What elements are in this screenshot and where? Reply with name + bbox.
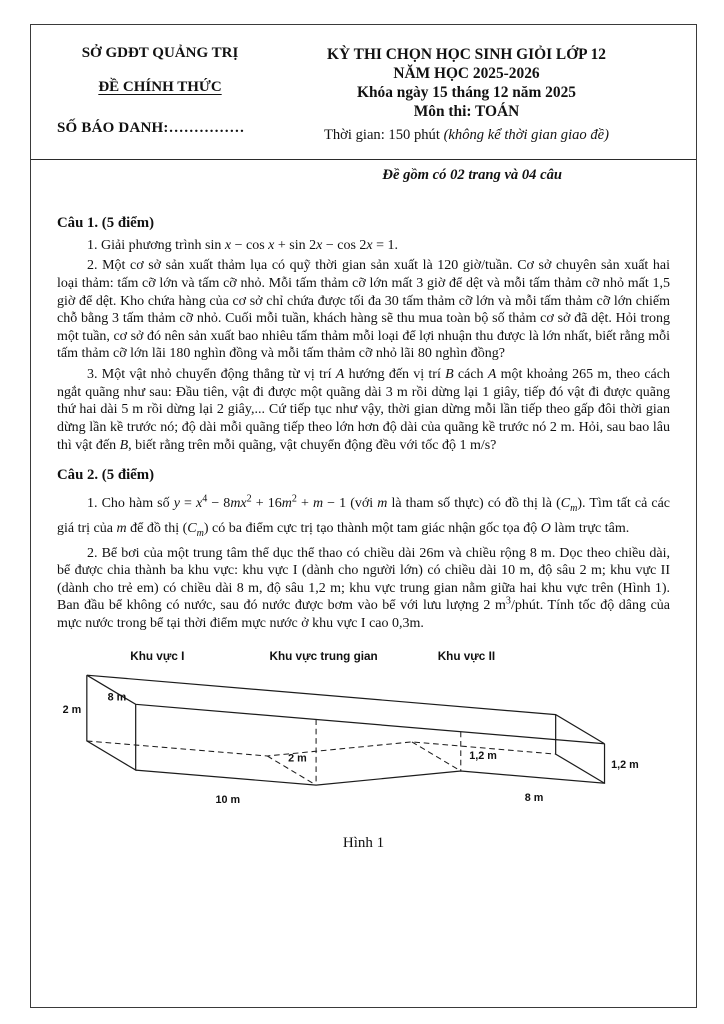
department-name: SỞ GDĐT QUẢNG TRỊ — [81, 45, 239, 61]
dim-depth-middle: 2 m — [287, 752, 307, 765]
header-rule — [31, 159, 696, 160]
pages-note: Đề gồm có 02 trang và 04 câu — [382, 167, 562, 183]
dim-depth-zone2-outer: 1,2 m — [610, 758, 639, 771]
problem-paragraph: 2. Bể bơi của một trung tâm thể dục thể thao có chiều dài 26m và chiều rộng 8 m. Dọc theo chiều dài, bể được chia thành ba khu vực: khu vực I (dành cho người lớn) có chiều dài 10 m, độ sâu 2 m; khu vực II (dành cho trẻ em) có chiều dài 8 m, độ sâu 1,2 m; khu vực trung gian nằm giữa hai khu vực trên (Hình 1). Ban đầu bể không có nước, sau đó nước được bơm vào bể với lưu lượng 2 $m^3$/phút. Tính tốc độ dâng của mực nước trong bể tại thời điểm mực nước ở khu vực I cao 0,3m. — [57, 545, 671, 632]
dim-length-zone2: 8 m — [524, 791, 543, 804]
pool-front-bottom-profile — [135, 743, 604, 784]
duration-text: Thời gian: 150 phút — [323, 127, 444, 143]
exam-duration — [263, 126, 670, 145]
page-border-frame — [30, 24, 697, 1008]
exam-subject: Môn thi: TOÁN — [413, 103, 520, 120]
pool-right-face — [555, 714, 604, 783]
duration-note: (không kể thời gian giao đề) — [443, 127, 610, 143]
problem-paragraph: 2. Một cơ sở sản xuất thảm lụa có quỹ thời gian sản xuất là 120 giờ/tuần. Cơ sở chuyên sản xuất hai loại thảm: tấm cỡ lớn và tấm cỡ nhỏ. Mỗi tấm thảm cỡ lớn mất 3 giờ để dệt và mỗi tấm thảm cỡ nhỏ mất 1,5 giờ để dệt. Kho chứa hàng của cơ sở chỉ chứa được tối đa 30 tấm thảm cỡ lớn và mỗi tấm thảm cỡ lớn chiếm chỗ bằng 3 tấm thảm cỡ nhỏ. Cuối mỗi tuần, khách hàng sẽ thu mua toàn bộ số thảm cơ sở đã dệt. Hỏi trong một tuần, cơ sở đó nên sản xuất bao nhiêu tấm thảm mỗi loại để lợi nhuận thu được là lớn nhất, biết rằng mỗi tấm thảm cỡ lớn lãi 180 nghìn đồng và mỗi tấm thảm cỡ nhỏ lãi 80 nghìn đồng? — [57, 258, 670, 362]
exam-title-line2: NĂM HỌC 2025-2026 — [393, 65, 540, 82]
exam-body — [57, 214, 670, 853]
dim-depth-zone2-inner: 1,2 m — [468, 749, 497, 762]
problem-paragraph: 1. Giải phương trình sin x − cos x + sin 2x − cos 2x = 1. — [87, 237, 399, 253]
header-left-column — [57, 45, 263, 145]
candidate-number-line: SỐ BÁO DANH:…………… — [57, 120, 245, 136]
problem-paragraph: 1. Cho hàm số $y = x^4 - 8mx^2 + 16m^2 + m - 1$ (với m là tham số thực) có đồ thị là $(C_m)$. Tìm tất cả các giá trị của m để đồ thị $(C_m)$ có ba điểm cực trị tạo thành một tam giác nhận gốc tọa độ O làm trực tâm. — [57, 493, 671, 539]
zone-middle-label: Khu vực trung gian — [268, 649, 378, 663]
figure-caption: Hình 1 — [342, 834, 385, 851]
dim-width-top: 8 m — [107, 691, 126, 704]
official-exam-label: ĐỀ CHÍNH THỨC — [98, 79, 222, 95]
dim-length-zone1: 10 m — [214, 793, 240, 806]
pool-figure — [57, 647, 670, 853]
question-2-heading: Câu 2. (5 điểm) — [57, 467, 154, 484]
dim-depth-left: 2 m — [62, 703, 81, 716]
exam-date: Khóa ngày 15 tháng 12 năm 2025 — [357, 84, 576, 101]
zone2-label: Khu vực II — [437, 649, 495, 663]
question-1-heading: Câu 1. (5 điểm) — [57, 215, 154, 231]
pool-hidden-break2 — [411, 742, 460, 771]
pool-top-rim — [86, 675, 604, 744]
zone1-label: Khu vực I — [129, 649, 184, 663]
header-right-column — [263, 45, 670, 145]
problem-paragraph: 3. Một vật nhỏ chuyển động thẳng từ vị trí A hướng đến vị trí B cách A một khoảng 265 m, theo cách ngắt quãng như sau: Đầu tiên, vật đi được một quãng dài 3 m rồi dừng lại 1 giây, tiếp đó vật đi được quãng thứ hai dài 5 m rồi dừng lại 2 giây,... Cứ tiếp tục như vậy, thời gian dừng mỗi lần tiếp theo gấp đôi thời gian dừng lần kề trước nó; độ dài mỗi quãng tiếp theo lớn hơn độ dài của quãng kề trước nó 2 m. Hỏi, sau bao lâu thì vật đến B, biết rằng trên mỗi quãng, vật chuyển động đều với tốc độ 1 m/s? — [57, 367, 670, 453]
pool-diagram — [58, 647, 670, 818]
exam-header — [57, 45, 670, 145]
exam-title-line1: KỲ THI CHỌN HỌC SINH GIỎI LỚP 12 — [327, 46, 606, 63]
